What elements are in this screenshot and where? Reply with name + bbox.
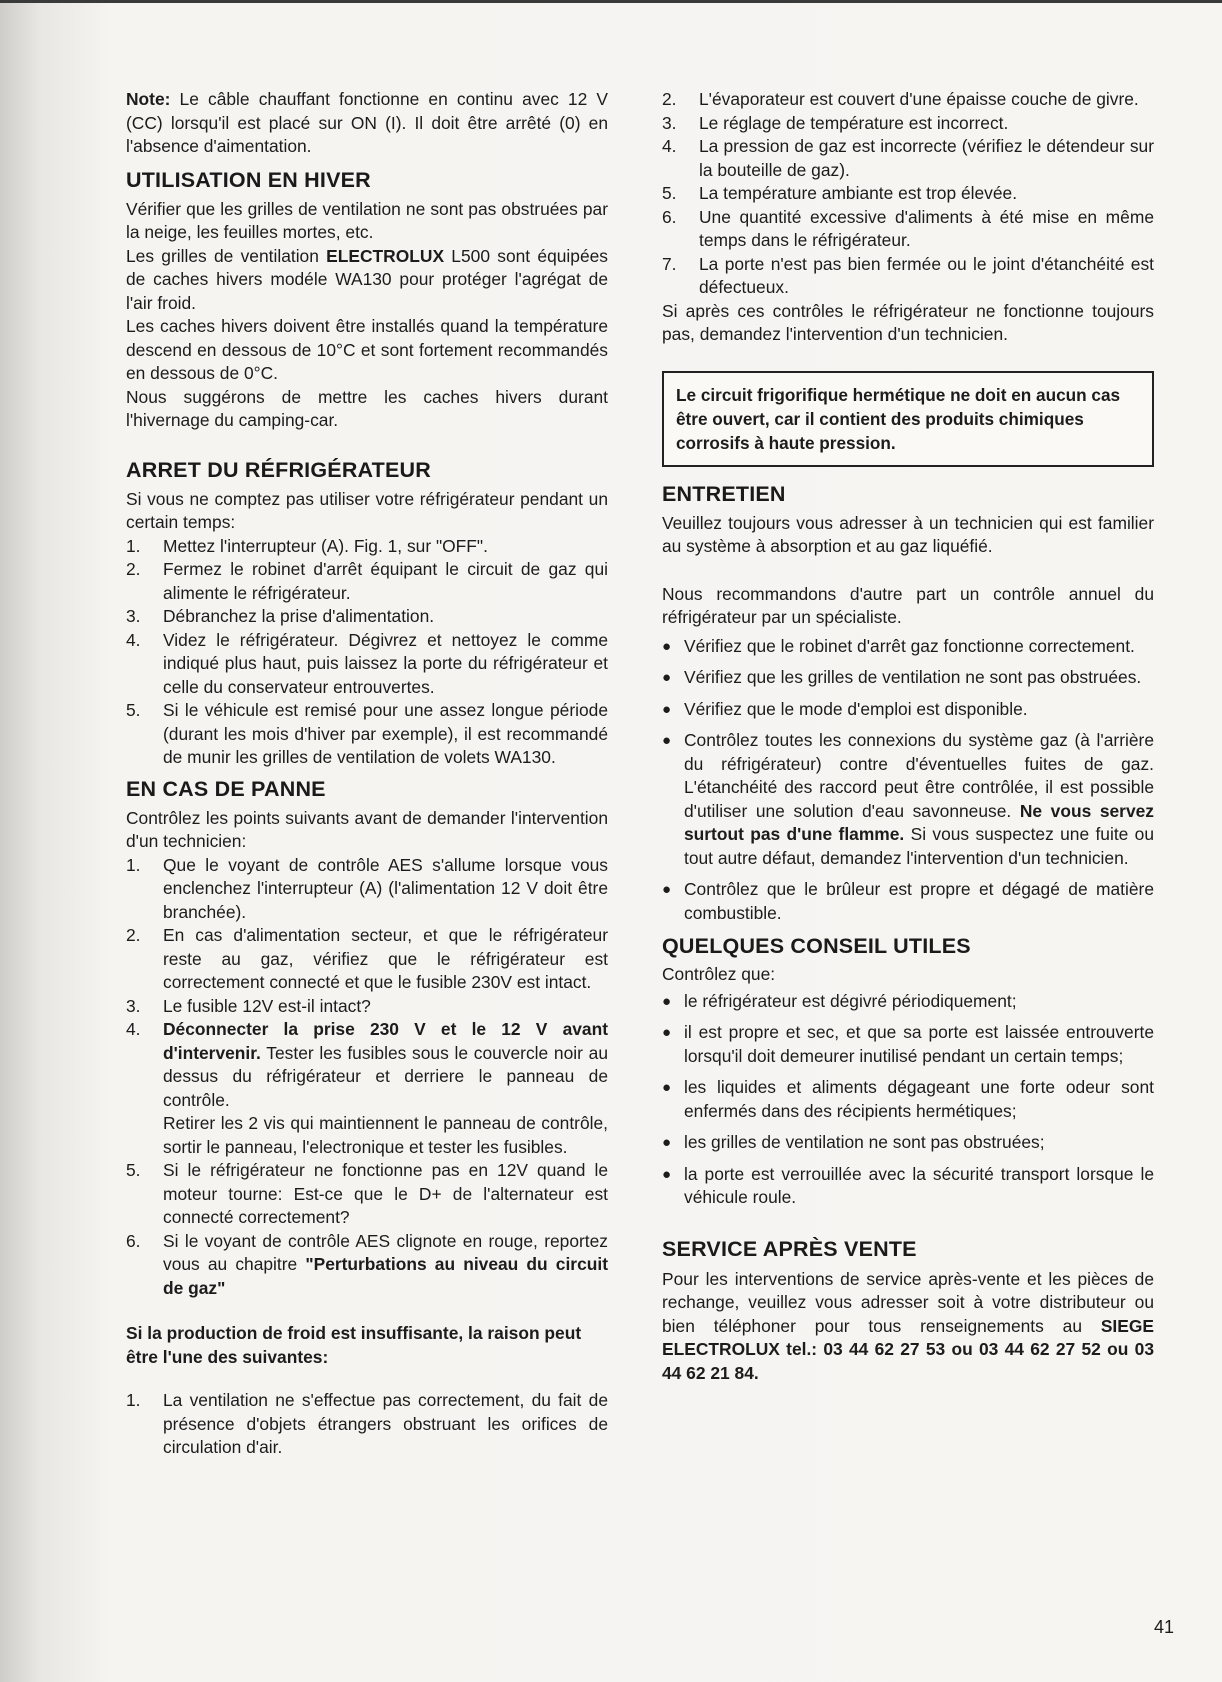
- winter-paragraph-3: Les caches hivers doivent être installés quand la température descend en dessous de 10°C et sont fortement recommandés en dessous de 0°C.: [126, 316, 608, 383]
- bullet-icon: ●: [662, 669, 672, 686]
- winter-paragraph-1: Vérifier que les grilles de ventilation ne sont pas obstruées par la neige, les feuilles mortes, etc.: [126, 198, 608, 242]
- note-paragraph: [126, 88, 608, 159]
- maintenance-heading: ENTRETIEN: [662, 481, 786, 506]
- list-item: 3. Le réglage de température est incorrect.: [662, 112, 1009, 133]
- stop-list: [126, 535, 608, 770]
- insufficient-list-left: [126, 1389, 608, 1460]
- list-item: ● Vérifiez que le mode d'emploi est disponible.: [662, 698, 1154, 722]
- list-item: 6. Une quantité excessive d'aliments à été mise en même temps dans le réfrigérateur.: [662, 206, 1154, 250]
- page-number: 41: [1154, 1617, 1175, 1637]
- list-item: 5. Si le véhicule est remisé pour une assez longue période (durant les mois d'hiver par exemple), il est recommandé de munir les grilles de ventilation de volets WA130.: [126, 700, 608, 767]
- list-item: 4. Videz le réfrigérateur. Dégivrez et nettoyez le comme indiqué plus haut, puis laissez la porte du réfrigérateur et celle du conservateur entrouvertes.: [126, 629, 608, 697]
- service-paragraph: Pour les interventions de service après-vente et les pièces de rechange, veuillez vous adresser soit à votre distributeur ou bien téléphoner pour tous renseignements au SIEGE ELECTROLUX tel.: 03 44 62 27 53 ou 03 44 62 27 52 ou 03 44 62 21 84.: [662, 1268, 1154, 1383]
- warning-box: Le circuit frigorifique hermétique ne doit en aucun cas être ouvert, car il contient des produits chimiques corrosifs à haute pression.: [662, 371, 1154, 467]
- tips-intro: Contrôlez que:: [662, 964, 776, 984]
- note-text: Le câble chauffant fonctionne en continu avec 12 V (CC) lorsqu'il est placé sur ON (I). Il doit être arrêté (0) en l'absence d'aimentation.: [126, 89, 608, 156]
- list-item: 2. L'évaporateur est couvert d'une épaisse couche de givre.: [662, 89, 1139, 109]
- insufficient-list-right: [662, 88, 1154, 300]
- bullet-icon: ●: [662, 732, 672, 749]
- bullet-icon: ●: [662, 881, 672, 898]
- list-item: 5. La température ambiante est trop élevée.: [662, 183, 1018, 203]
- stop-intro: Si vous ne comptez pas utiliser votre réfrigérateur pendant un certain temps:: [126, 488, 608, 532]
- list-item: ● Vérifiez que le robinet d'arrêt gaz fonctionne correctement.: [662, 635, 1154, 659]
- list-item: 3. Le fusible 12V est-il intact?: [126, 995, 371, 1016]
- list-item: ● les liquides et aliments dégageant une forte odeur sont enfermés dans des récipients hermétiques;: [662, 1077, 1154, 1121]
- list-item: ● la porte est verrouillée avec la sécurité transport lorsque le véhicule roule.: [662, 1163, 1154, 1207]
- winter-p2-text-a: Les grilles de ventilation: [126, 245, 327, 266]
- list-item: ● Contrôlez toutes les connexions du système gaz (à l'arrière du réfrigérateur) contre d'éventuelles fuites de gaz. L'étanchéité des raccord peut être contrôlée, il est possible d'utiliser une solution d'eau savonneuse. Ne vous servez surtout pas d'une flamme. Si vous suspectez une fuite ou tout autre défaut, demandez l'intervention d'un technicien.: [662, 730, 1154, 868]
- winter-paragraph-4: Nous suggérons de mettre les caches hivers durant l'hivernage du camping-car.: [126, 386, 608, 430]
- list-item: ● Vérifiez que les grilles de ventilation ne sont pas obstruées.: [662, 666, 1154, 690]
- right-column: [662, 88, 1154, 1385]
- list-item: 2. En cas d'alimentation secteur, et que le réfrigérateur reste au gaz, vérifiez que le réfrigérateur est correctement connecté et que le fusible 230V est intact.: [126, 925, 608, 992]
- list-item: 5. Si le réfrigérateur ne fonctionne pas en 12V quand le moteur tourne: Est-ce que le D+ de l'alternateur est connecté correctement?: [126, 1160, 608, 1227]
- stop-heading: ARRET DU RÉFRIGÉRATEUR: [126, 457, 432, 482]
- left-column: [126, 88, 608, 1460]
- list-item: 1. Que le voyant de contrôle AES s'allume lorsque vous enclenchez l'interrupteur (A) (l'alimentation 12 V doit être branchée).: [126, 854, 608, 922]
- list-item: 3. Débranchez la prise d'alimentation.: [126, 606, 435, 626]
- list-item: 4. Déconnecter la prise 230 V et le 12 V avant d'intervenir. Tester les fusibles sous le couvercle noir au dessus du réfrigérateur et derriere le panneau de contrôle. Retirer les 2 vis qui maintiennent le panneau de contrôle, sortir le panneau, l'electronique et tester les fusibles.: [126, 1019, 608, 1157]
- top-border: [0, 0, 1222, 3]
- bullet-icon: ●: [662, 1079, 672, 1096]
- fault-heading: EN CAS DE PANNE: [126, 776, 326, 801]
- bullet-icon: ●: [662, 1165, 672, 1183]
- winter-paragraph-2: [126, 245, 608, 316]
- maintenance-bullets: [662, 635, 1154, 926]
- maintenance-paragraph-1: Veuillez toujours vous adresser à un technicien qui est familier au système à absorption et au gaz liquéfié.: [662, 512, 1154, 556]
- list-item: ● le réfrigérateur est dégivré périodiquement;: [662, 990, 1154, 1014]
- fault-list: [126, 854, 608, 1301]
- bullet-icon: ●: [662, 1134, 672, 1151]
- list-item: 7. La porte n'est pas bien fermée ou le joint d'étanchéité est défectueux.: [662, 253, 1154, 297]
- list-item: ● Contrôlez que le brûleur est propre et dégagé de matière combustible.: [662, 879, 1154, 923]
- bullet-icon: ●: [662, 1024, 672, 1041]
- bullet-icon: ●: [662, 700, 672, 718]
- fault-intro: Contrôlez les points suivants avant de demander l'intervention d'un technicien:: [126, 807, 608, 851]
- list-item: 6. Si le voyant de contrôle AES clignote en rouge, reportez vous au chapitre "Perturbations au niveau du circuit de gaz": [126, 1230, 608, 1298]
- list-item: 4. La pression de gaz est incorrecte (vérifiez le détendeur sur la bouteille de gaz).: [662, 136, 1154, 180]
- insufficient-heading: Si la production de froid est insuffisante, la raison peut être l'une des suivantes:: [126, 1323, 582, 1367]
- note-label: Note:: [126, 89, 171, 109]
- list-item: 2. Fermez le robinet d'arrêt équipant le circuit de gaz qui alimente le réfrigérateur.: [126, 559, 608, 603]
- winter-p2-text-b: L500 sont équipées de caches hivers modéle WA130 pour protéger l'agrégat de l'air froid.: [126, 245, 608, 313]
- bullet-icon: ●: [662, 637, 672, 655]
- brand-name: ELECTROLUX: [326, 245, 445, 266]
- tips-bullets: [662, 990, 1154, 1210]
- list-item: 1. La ventilation ne s'effectue pas correctement, du fait de présence d'objets étrangers obstruant les orifices de circulation d'air.: [126, 1390, 608, 1457]
- list-item: 1. Mettez l'interrupteur (A). Fig. 1, sur "OFF".: [126, 535, 488, 556]
- bullet-icon: ●: [662, 992, 672, 1010]
- tips-heading: QUELQUES CONSEIL UTILES: [662, 934, 971, 958]
- after-checks-paragraph: Si après ces contrôles le réfrigérateur ne fonctionne toujours pas, demandez l'intervention d'un technicien.: [662, 300, 1154, 344]
- maintenance-paragraph-2: Nous recommandons d'autre part un contrôle annuel du réfrigérateur par un spécialiste.: [662, 583, 1154, 627]
- list-item: ● il est propre et sec, et que sa porte est laissée entrouverte lorsqu'il doit demeurer inutilisé pendant un certain temps;: [662, 1022, 1154, 1066]
- winter-heading: UTILISATION EN HIVER: [126, 167, 371, 192]
- list-item: ● les grilles de ventilation ne sont pas obstruées;: [662, 1131, 1154, 1155]
- service-heading: SERVICE APRÈS VENTE: [662, 1236, 917, 1261]
